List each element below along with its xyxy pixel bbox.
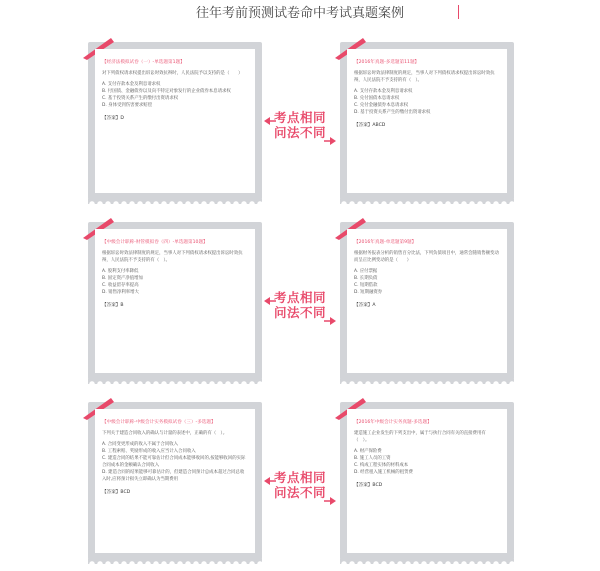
question-source: 【2016年真题-多选题第11题】	[354, 60, 420, 65]
option: C. 收益留存率提高	[102, 283, 139, 288]
option: B. 兑付国债本息请求权	[354, 96, 400, 101]
label-line-2: 问法不同	[273, 125, 326, 140]
answer: 【答案】B	[102, 303, 124, 308]
title-divider	[458, 5, 459, 19]
label-line-1: 考点相同	[273, 290, 326, 305]
option: C. 基于投资关系产生的缴付出资请求权	[102, 96, 179, 101]
comparison-label	[262, 284, 338, 334]
exam-card-right-3	[340, 402, 514, 560]
answer: 【答案】ABCD	[354, 123, 386, 128]
option: B. 施工人员的工资	[354, 456, 391, 461]
option: A. 财产保险费	[354, 449, 382, 454]
question-text: 下列关于建造合同收入的确认与计量的表述中，正确的有（ ）。	[102, 431, 228, 436]
option: C. 兑付金融债券本息请求权	[354, 103, 409, 108]
answer: 【答案】D	[102, 116, 124, 121]
question-source: 【中级会计职称-财管模拟卷（四）-单选题第10题】	[102, 240, 208, 245]
question-text: 对下列债权请求权提出诉讼时效抗辩时，人民法院予以支持的是（ ）	[102, 71, 243, 76]
comparison-label	[262, 104, 338, 154]
question-source: 【2016年真题-单选题第9题】	[354, 240, 417, 245]
exam-card-left-1	[88, 42, 262, 200]
option: C. 构成工程实体的材料成本	[354, 463, 409, 468]
answer: 【答案】BCD	[102, 490, 131, 495]
option: A. 应付票据	[354, 269, 378, 274]
label-line-2: 问法不同	[273, 305, 326, 320]
option: B. 付国债、金融债券以及向不特定对象发行的企业债券本息请求权	[102, 89, 231, 94]
exam-card-left-3	[88, 402, 262, 560]
exam-card-right-1	[340, 42, 514, 200]
option: B. 工程索赔、奖励形成的收入应当计入合同收入	[102, 449, 196, 454]
question-source: 【2016年中级会计实务真题-多选题】	[354, 420, 432, 425]
option: D. 短期融资券	[354, 290, 383, 295]
label-line-1: 考点相同	[273, 470, 326, 485]
option: A. 支付存款本金及利息请求权	[354, 89, 413, 94]
exam-card-right-2	[340, 222, 514, 380]
label-line-2: 问法不同	[273, 485, 326, 500]
question-text: 根据财务报表分析的销售百分比法，下列负债项目中，通常会随销售额变动而呈正比例变动的是（ ）	[354, 251, 499, 263]
option: B. 长期负债	[354, 276, 378, 281]
answer: 【答案】A	[354, 303, 376, 308]
comparison-label	[262, 464, 338, 514]
option: C. 短期借款	[354, 283, 378, 288]
option: D. 建造合同的结果能够可靠估计的，但建造合同预计总成本超过合同总收入时,应将预计损失立即确认为当期费用	[102, 470, 245, 482]
option: D. 基于投资关系产生的缴付出资请求权	[354, 110, 431, 115]
question-source: 【经济法模拟试卷（一）-单选题第1题】	[102, 60, 185, 65]
page-title: 往年考前预测试卷命中考试真题案例	[195, 6, 404, 21]
option: B. 固定资产净值增加	[102, 276, 143, 281]
option: A. 合同变更形成的收入不属于合同收入	[102, 442, 178, 447]
label-line-1: 考点相同	[273, 110, 326, 125]
question-source: 【中级会计职称-中级会计实务模拟试卷（三）-多选题】	[102, 420, 216, 425]
option: C. 建造合同的结果不能可靠估计但合同成本能够收回的,按能够收回的实际合同成本的金额确认合同收入	[102, 456, 246, 468]
question-text: 建造施工企业发生的下列支出中，属于与执行合同有关的直接费用有（ ）。	[354, 431, 486, 443]
question-text: 根据诉讼时效法律制度的规定，当事人对下列债权请求权提出诉讼时效抗辩，人民法院不予支持的有（ ）。	[102, 251, 243, 263]
option: D. 销售净利率增大	[102, 290, 139, 295]
option: D. 经营租入施工机械的租赁费	[354, 470, 413, 475]
option: A. 支付存款本金及利息请求权	[102, 82, 161, 87]
option: D. 身体受到伤害要求赔偿	[102, 103, 153, 108]
answer: 【答案】BCD	[354, 483, 383, 488]
question-text: 根据诉讼时效法律制度的规定，当事人对下列债权请求权提出诉讼时效抗辩，人民法院不予支持的有（ ）。	[354, 71, 495, 83]
option: A. 股利支付率降低	[102, 269, 139, 274]
exam-card-left-2	[88, 222, 262, 380]
